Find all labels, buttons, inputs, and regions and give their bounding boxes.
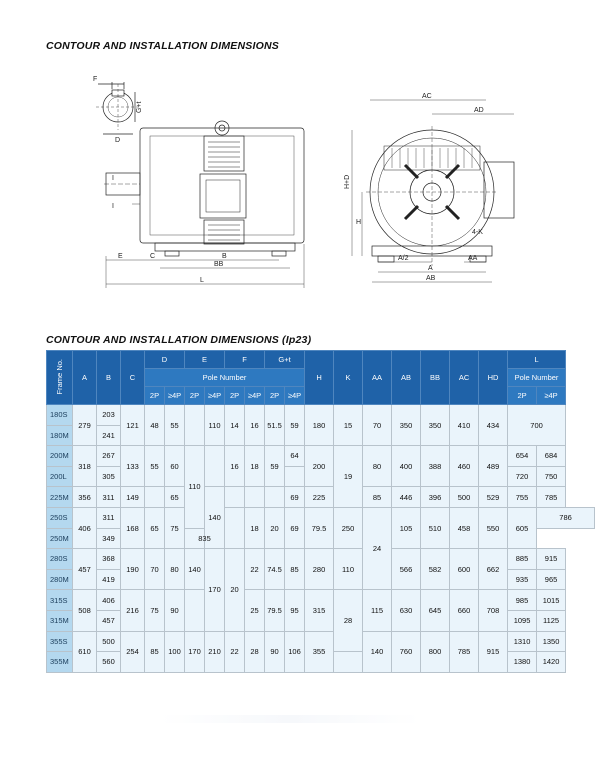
header-g-2p: 2P bbox=[265, 387, 285, 405]
frame-cell: 180M bbox=[47, 425, 73, 446]
table-row bbox=[47, 631, 595, 652]
header-F: F bbox=[225, 351, 265, 369]
header-D: D bbox=[145, 351, 185, 369]
header-L: L bbox=[508, 351, 566, 369]
cell-a: 279 bbox=[73, 405, 97, 446]
cell-g4: 79.5 bbox=[305, 507, 334, 548]
cell-b: 241 bbox=[97, 425, 121, 446]
cell-ac: 460 bbox=[450, 446, 479, 487]
cell-l4: 785 bbox=[537, 487, 566, 508]
cell-l: 700 bbox=[508, 405, 566, 446]
cell-d2: 48 bbox=[145, 405, 165, 446]
cell-ac: 600 bbox=[450, 549, 479, 590]
header-E: E bbox=[185, 351, 225, 369]
cell-b: 203 bbox=[97, 405, 121, 426]
cell-e4: 110 bbox=[205, 405, 225, 446]
cell-d4: 100 bbox=[165, 631, 185, 672]
cell-g4: 95 bbox=[285, 590, 305, 631]
table-row bbox=[47, 590, 595, 611]
cell-f4: 22 bbox=[245, 549, 265, 590]
label-A2: A/2 bbox=[398, 255, 409, 262]
cell-ac: 785 bbox=[450, 631, 479, 672]
label-4K: 4-K bbox=[472, 229, 483, 236]
cell-ac: 660 bbox=[450, 590, 479, 631]
cell-c: 133 bbox=[121, 446, 145, 487]
cell-b: 311 bbox=[97, 507, 121, 528]
cell-l2: 935 bbox=[508, 569, 537, 590]
contour-drawing bbox=[0, 56, 600, 296]
label-AD: AD bbox=[474, 107, 484, 114]
footer-fade bbox=[160, 715, 420, 723]
cell-g2: 79.5 bbox=[265, 590, 285, 631]
cell-b: 311 bbox=[97, 487, 121, 508]
header-l-2p: 2P bbox=[508, 387, 537, 405]
cell-d4: 55 bbox=[165, 405, 185, 446]
cell-ac: 500 bbox=[450, 487, 479, 508]
cell-d2: 70 bbox=[145, 549, 165, 590]
cell-h: 180 bbox=[305, 405, 334, 446]
header-AC: AC bbox=[450, 351, 479, 405]
cell-k: 15 bbox=[334, 405, 363, 446]
cell-c: 216 bbox=[121, 590, 145, 631]
frame-cell: 355S bbox=[47, 631, 73, 652]
cell-e2: 110 bbox=[185, 446, 205, 528]
cell-ac: 410 bbox=[450, 405, 479, 446]
cell-hd: 915 bbox=[479, 631, 508, 672]
label-AC: AC bbox=[422, 93, 432, 100]
cell-bb: 582 bbox=[421, 549, 450, 590]
cell-l4: 750 bbox=[537, 466, 566, 487]
label-E: E bbox=[118, 253, 123, 260]
header-e-2p: 2P bbox=[185, 387, 205, 405]
cell-aa: 105 bbox=[392, 507, 421, 548]
label-D: D bbox=[115, 137, 121, 144]
cell-d4: 90 bbox=[165, 590, 185, 631]
cell-g4: 106 bbox=[285, 631, 305, 672]
cell-ab: 446 bbox=[392, 487, 421, 508]
label-AA: AA bbox=[468, 255, 478, 262]
header-d-2p: 2P bbox=[145, 387, 165, 405]
cell-g4: 59 bbox=[285, 405, 305, 446]
cell-l4: 1420 bbox=[537, 652, 566, 673]
cell-h: 250 bbox=[334, 507, 363, 548]
label-Gt: G+t bbox=[136, 101, 143, 113]
cell-b: 305 bbox=[97, 466, 121, 487]
header-f-2p: 2P bbox=[225, 387, 245, 405]
cell-b: 560 bbox=[97, 652, 121, 673]
cell-l2: 755 bbox=[508, 487, 537, 508]
cell-h: 315 bbox=[305, 590, 334, 631]
cell-g2: 69 bbox=[285, 507, 305, 548]
label-B: B bbox=[222, 253, 227, 260]
cell-c: 149 bbox=[121, 487, 145, 508]
cell-k: 28 bbox=[334, 590, 363, 652]
cell-a: 356 bbox=[73, 487, 97, 508]
frame-cell: 315S bbox=[47, 590, 73, 611]
header-Gt: G+t bbox=[265, 351, 305, 369]
cell-ab: 350 bbox=[392, 405, 421, 446]
cell-k bbox=[334, 652, 363, 673]
cell-f2: 16 bbox=[225, 446, 245, 487]
cell-d4: 75 bbox=[165, 507, 185, 548]
cell-g4: 85 bbox=[285, 549, 305, 590]
cell-bb: 458 bbox=[450, 507, 479, 548]
cell-bb: 396 bbox=[421, 487, 450, 508]
label-BB: BB bbox=[214, 261, 224, 268]
cell-g2: 90 bbox=[265, 631, 285, 672]
cell-ab: 760 bbox=[392, 631, 421, 672]
label-H: H bbox=[356, 219, 362, 226]
header-pole-number: Pole Number bbox=[145, 369, 305, 387]
cell-a: 610 bbox=[73, 631, 97, 672]
cell-aa: 80 bbox=[363, 446, 392, 487]
cell-l2: 654 bbox=[508, 446, 537, 467]
cell-f2: 14 bbox=[225, 405, 245, 446]
cell-h: 355 bbox=[305, 631, 334, 672]
dimensions-table bbox=[46, 350, 572, 673]
cell-l2: 720 bbox=[508, 466, 537, 487]
cell-e2 bbox=[225, 507, 245, 548]
table-row bbox=[47, 405, 595, 426]
cell-b: 500 bbox=[97, 631, 121, 652]
cell-l4: 1125 bbox=[537, 610, 566, 631]
cell-l4: 1015 bbox=[537, 590, 566, 611]
header-B: B bbox=[97, 351, 121, 405]
cell-f4: 20 bbox=[265, 507, 285, 548]
cell-d2: 55 bbox=[145, 446, 165, 487]
cell-f2: 20 bbox=[225, 549, 245, 631]
cell-ab: 566 bbox=[392, 549, 421, 590]
frame-cell: 355M bbox=[47, 652, 73, 673]
cell-b: 368 bbox=[97, 549, 121, 570]
cell-l2: 885 bbox=[508, 549, 537, 570]
cell-h: 200 bbox=[305, 446, 334, 487]
cell-bb: 645 bbox=[421, 590, 450, 631]
cell-bb: 800 bbox=[421, 631, 450, 672]
cell-e2 bbox=[185, 590, 205, 631]
cell-bb: 388 bbox=[421, 446, 450, 487]
frame-cell: 250M bbox=[47, 528, 73, 549]
cell-l2: 1095 bbox=[508, 610, 537, 631]
cell-e4: 170 bbox=[205, 549, 225, 631]
header-H: H bbox=[305, 351, 334, 405]
header-f-4p: ≥4P bbox=[245, 387, 265, 405]
label-AB: AB bbox=[426, 275, 436, 282]
cell-c: 254 bbox=[121, 631, 145, 672]
table-row bbox=[47, 487, 595, 508]
header-AA: AA bbox=[363, 351, 392, 405]
cell-aa: 115 bbox=[363, 590, 392, 631]
cell-hd: 708 bbox=[479, 590, 508, 631]
label-F: F bbox=[93, 76, 98, 83]
cell-l4: 965 bbox=[537, 569, 566, 590]
cell-g4: 69 bbox=[285, 487, 305, 508]
cell-f4: 18 bbox=[245, 446, 265, 487]
cell-b: 267 bbox=[97, 446, 121, 467]
label-L: L bbox=[200, 277, 204, 284]
label-C: C bbox=[150, 253, 156, 260]
cell-l: 835 bbox=[185, 528, 225, 549]
cell-d4: 65 bbox=[165, 487, 185, 508]
cell-e4: 210 bbox=[205, 631, 225, 672]
cell-e2: 140 bbox=[185, 549, 205, 590]
cell-b: 457 bbox=[97, 610, 121, 631]
cell-hd: 489 bbox=[479, 446, 508, 487]
cell-hd: 662 bbox=[479, 549, 508, 590]
cell-l4: 684 bbox=[537, 446, 566, 467]
cell-c: 168 bbox=[121, 507, 145, 548]
frame-cell: 200M bbox=[47, 446, 73, 467]
cell-b: 406 bbox=[97, 590, 121, 611]
cell-l: 786 bbox=[537, 507, 595, 528]
cell-a: 406 bbox=[73, 507, 97, 548]
cell-aa: 140 bbox=[363, 631, 392, 672]
cell-f4: 25 bbox=[245, 590, 265, 631]
frame-cell: 315M bbox=[47, 610, 73, 631]
cell-k: 24 bbox=[363, 507, 392, 589]
section-title-table: CONTOUR AND INSTALLATION DIMENSIONS (Ip23) bbox=[46, 334, 312, 346]
cell-d2 bbox=[145, 487, 165, 508]
cell-d2: 65 bbox=[145, 507, 165, 548]
cell-g2: 59 bbox=[265, 446, 285, 487]
cell-c: 121 bbox=[121, 405, 145, 446]
cell-f2: 22 bbox=[225, 631, 245, 672]
frame-cell: 280M bbox=[47, 569, 73, 590]
cell-f2: 18 bbox=[245, 507, 265, 548]
cell-l2: 1310 bbox=[508, 631, 537, 652]
cell-ab: 630 bbox=[392, 590, 421, 631]
frame-cell: 250S bbox=[47, 507, 73, 528]
cell-a: 508 bbox=[73, 590, 97, 631]
frame-cell: 280S bbox=[47, 549, 73, 570]
cell-f2 bbox=[225, 487, 245, 508]
cell-h: 225 bbox=[305, 487, 334, 508]
header-C: C bbox=[121, 351, 145, 405]
cell-l4: 915 bbox=[537, 549, 566, 570]
section-title-contour: CONTOUR AND INSTALLATION DIMENSIONS bbox=[46, 40, 279, 52]
header-A: A bbox=[73, 351, 97, 405]
frame-cell: 180S bbox=[47, 405, 73, 426]
cell-e4: 140 bbox=[205, 487, 225, 549]
cell-hd: 605 bbox=[508, 507, 537, 548]
cell-d4: 60 bbox=[165, 446, 185, 487]
cell-a: 318 bbox=[73, 446, 97, 487]
label-I2: I bbox=[112, 203, 114, 210]
cell-g4 bbox=[285, 466, 305, 487]
header-frame: Frame No. bbox=[47, 351, 73, 405]
cell-ac: 550 bbox=[479, 507, 508, 548]
cell-g2 bbox=[265, 487, 285, 508]
cell-aa: 110 bbox=[334, 549, 363, 590]
cell-ab: 400 bbox=[392, 446, 421, 487]
cell-e2 bbox=[185, 405, 205, 446]
header-d-4p: ≥4P bbox=[165, 387, 185, 405]
header-AB: AB bbox=[392, 351, 421, 405]
cell-g4: 64 bbox=[285, 446, 305, 467]
cell-a: 457 bbox=[73, 549, 97, 590]
cell-g2: 51.5 bbox=[265, 405, 285, 446]
cell-f4: 16 bbox=[245, 405, 265, 446]
cell-hd: 529 bbox=[479, 487, 508, 508]
cell-c: 190 bbox=[121, 549, 145, 590]
cell-k: 19 bbox=[334, 446, 363, 508]
cell-e2: 170 bbox=[185, 631, 205, 672]
label-I1: I bbox=[112, 175, 114, 182]
table-row bbox=[47, 549, 595, 570]
cell-aa: 85 bbox=[363, 487, 392, 508]
cell-b: 419 bbox=[97, 569, 121, 590]
header-g-4p: ≥4P bbox=[285, 387, 305, 405]
cell-g2: 74.5 bbox=[265, 549, 285, 590]
cell-l2: 985 bbox=[508, 590, 537, 611]
cell-h: 280 bbox=[305, 549, 334, 590]
cell-f4: 28 bbox=[245, 631, 265, 672]
cell-l4: 1350 bbox=[537, 631, 566, 652]
header-l-4p: ≥4P bbox=[537, 387, 566, 405]
cell-b: 349 bbox=[97, 528, 121, 549]
label-A: A bbox=[428, 265, 433, 272]
frame-cell: 225M bbox=[47, 487, 73, 508]
cell-l2: 1380 bbox=[508, 652, 537, 673]
cell-hd: 434 bbox=[479, 405, 508, 446]
cell-e4 bbox=[205, 446, 225, 487]
header-K: K bbox=[334, 351, 363, 405]
cell-bb: 350 bbox=[421, 405, 450, 446]
header-HD: HD bbox=[479, 351, 508, 405]
cell-f4 bbox=[245, 487, 265, 508]
header-pole-number-l: Pole Number bbox=[508, 369, 566, 387]
header-e-4p: ≥4P bbox=[205, 387, 225, 405]
table-row bbox=[47, 507, 595, 528]
cell-d4: 80 bbox=[165, 549, 185, 590]
cell-ab: 510 bbox=[421, 507, 450, 548]
cell-d2: 85 bbox=[145, 631, 165, 672]
frame-cell: 200L bbox=[47, 466, 73, 487]
cell-aa: 70 bbox=[363, 405, 392, 446]
header-BB: BB bbox=[421, 351, 450, 405]
label-HD: H+D bbox=[344, 174, 351, 189]
table-row bbox=[47, 446, 595, 467]
cell-d2: 75 bbox=[145, 590, 165, 631]
